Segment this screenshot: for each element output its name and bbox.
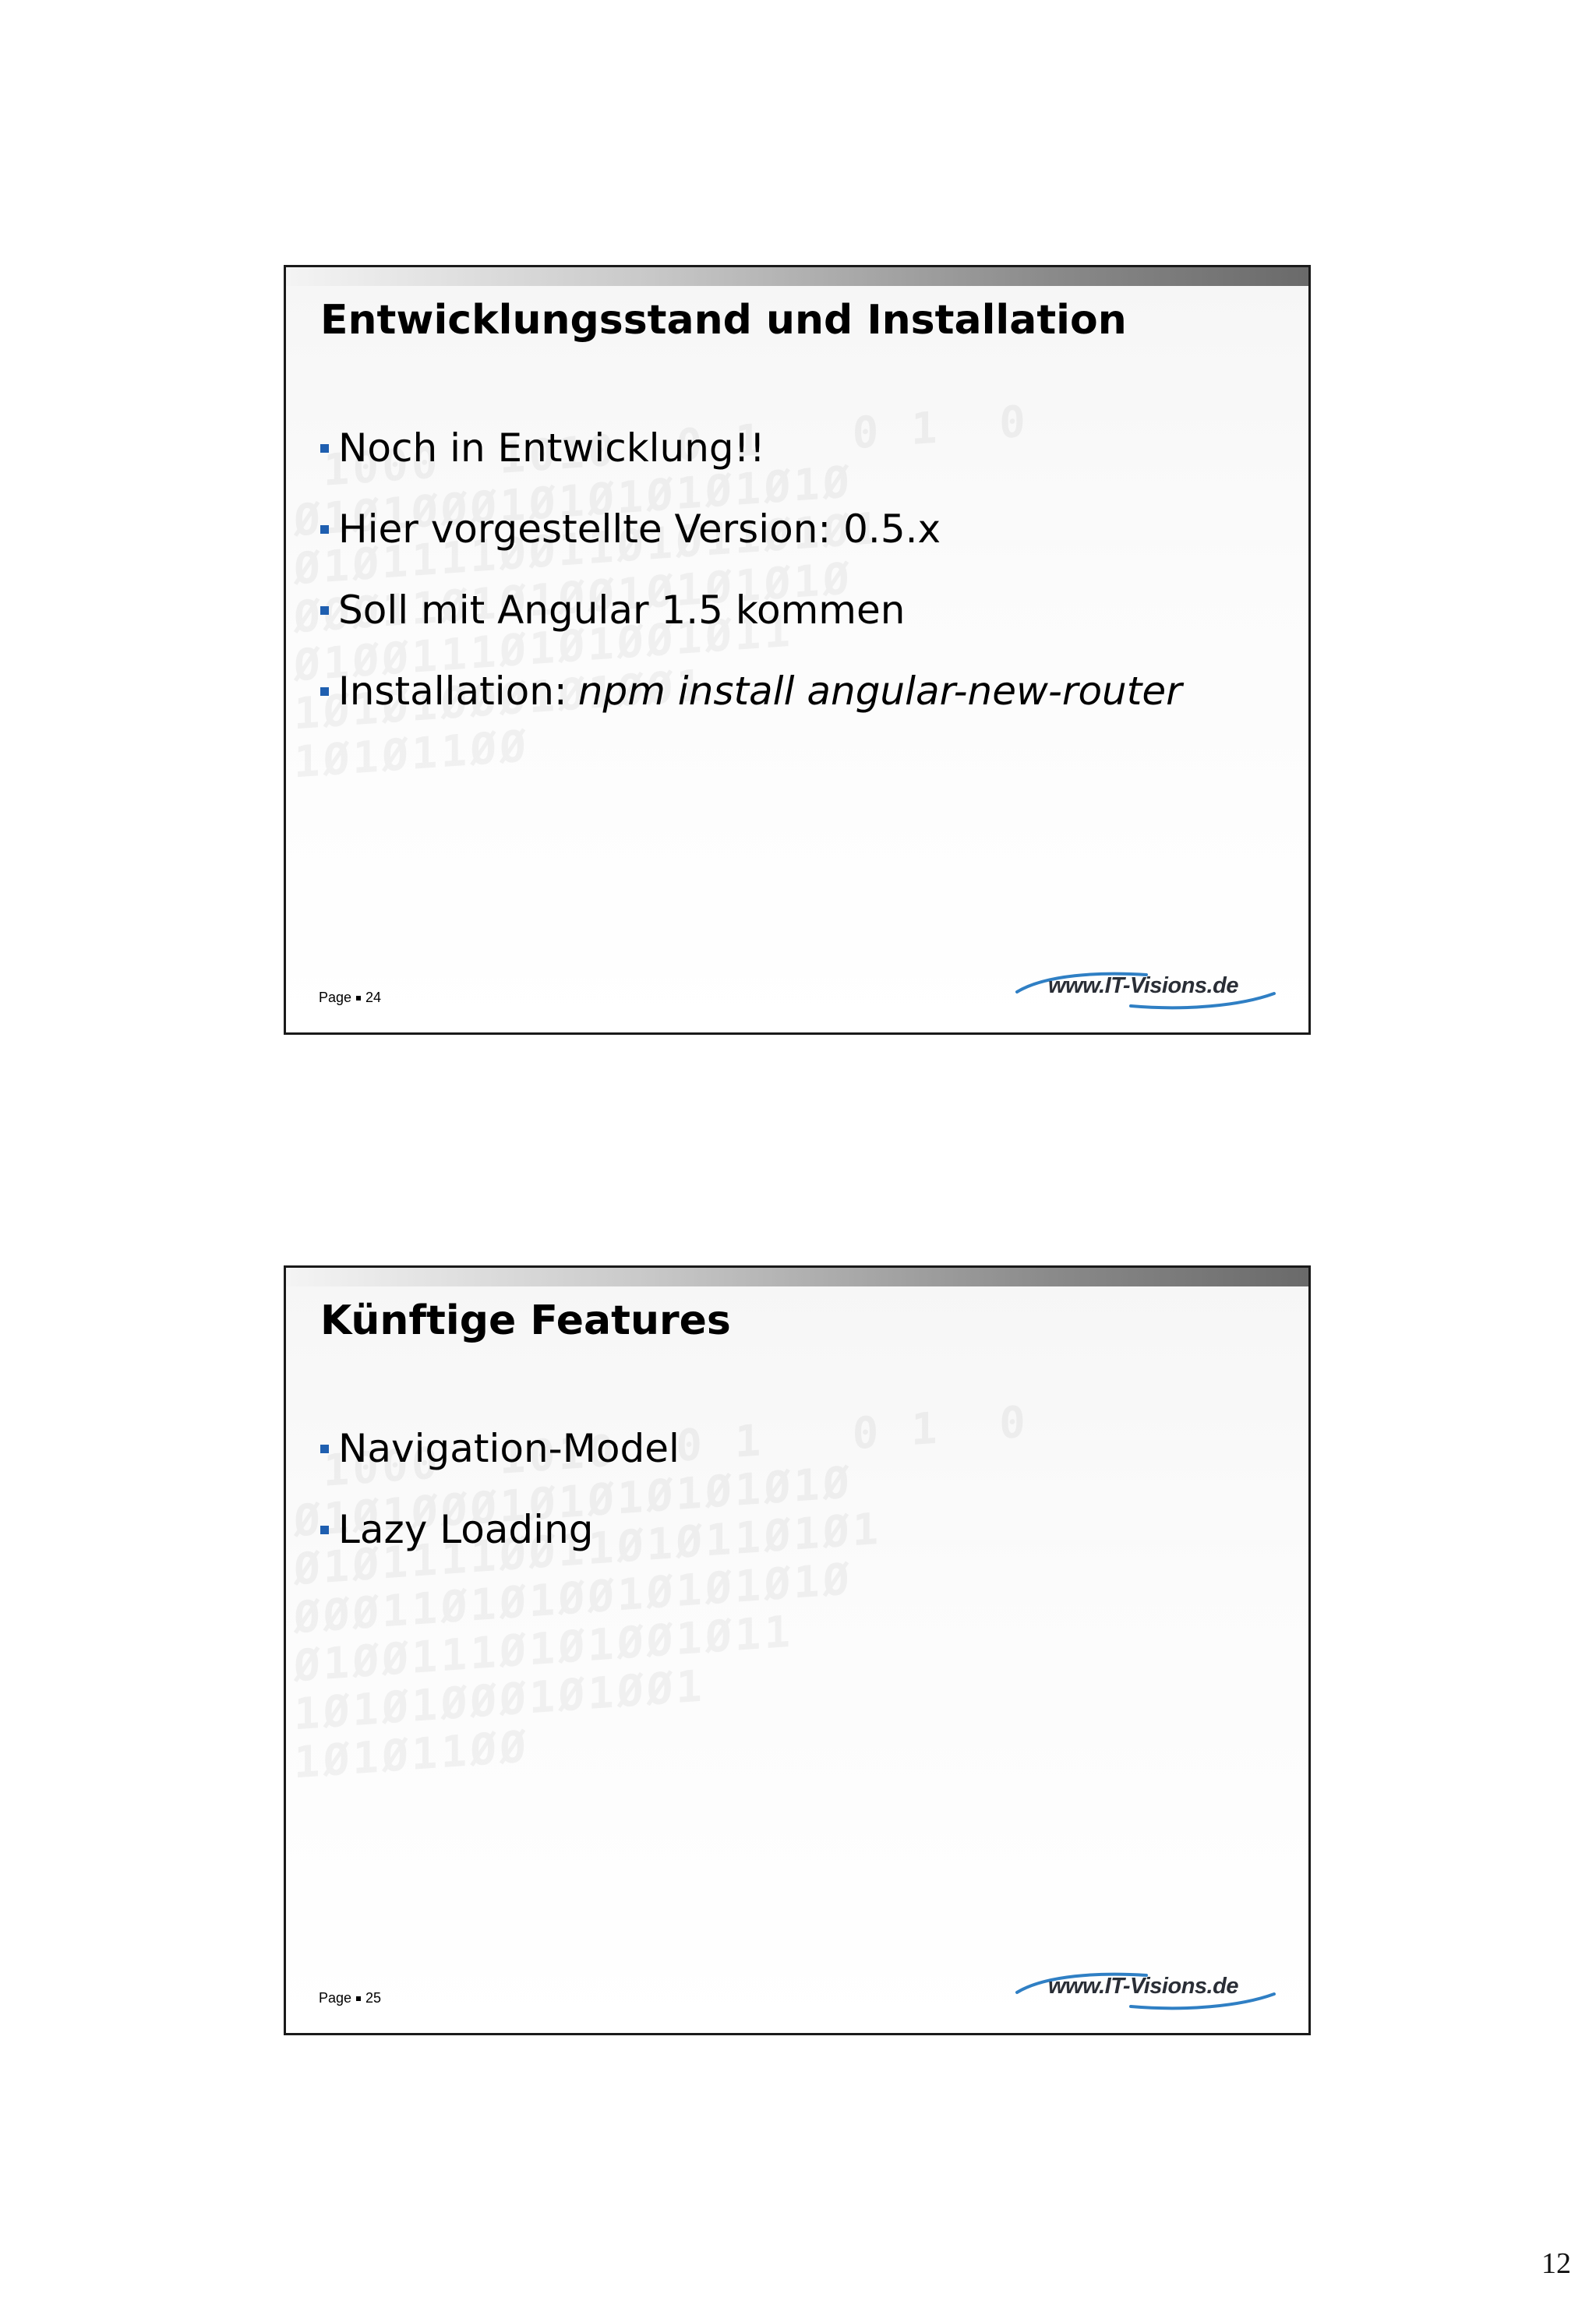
slide-title: Entwicklungsstand und Installation bbox=[320, 297, 1127, 344]
it-visions-logo bbox=[1014, 970, 1279, 1011]
install-command: npm install angular-new-router bbox=[577, 669, 1182, 714]
square-bullet-icon bbox=[320, 1526, 329, 1534]
bullet-item bbox=[320, 570, 1182, 651]
page-number: 24 bbox=[365, 990, 382, 1005]
bullet-text: Lazy Loading bbox=[338, 1507, 594, 1552]
page-number: 25 bbox=[365, 1990, 382, 2006]
bullet-item bbox=[320, 489, 1182, 570]
bullet-list bbox=[320, 1408, 680, 1570]
bullet-item bbox=[320, 1489, 680, 1570]
square-separator-icon bbox=[356, 996, 361, 1001]
bullet-item bbox=[320, 1408, 680, 1489]
slide-title: Künftige Features bbox=[320, 1297, 731, 1344]
bullet-text: Soll mit Angular 1.5 kommen bbox=[338, 588, 906, 633]
page-number-footer bbox=[319, 1990, 381, 2006]
bullet-text: Installation: bbox=[338, 669, 567, 714]
bullet-text: Hier vorgestellte Version: 0.5.x bbox=[338, 506, 941, 552]
square-bullet-icon bbox=[320, 1445, 329, 1453]
square-bullet-icon bbox=[320, 444, 329, 453]
bullet-item bbox=[320, 408, 1182, 489]
bullet-text: Navigation-Model bbox=[338, 1426, 680, 1471]
page-label: Page bbox=[319, 990, 352, 1005]
page-number-footer bbox=[319, 990, 381, 1006]
square-separator-icon bbox=[356, 1996, 361, 2001]
it-visions-logo bbox=[1014, 1971, 1279, 2011]
logo-text: www.IT-Visions.de bbox=[1048, 973, 1238, 998]
slide-header-bar bbox=[286, 1268, 1308, 1286]
logo-text: www.IT-Visions.de bbox=[1048, 1974, 1238, 1999]
bullet-list bbox=[320, 408, 1182, 732]
sheet-page-number: 12 bbox=[1541, 2247, 1571, 2280]
slide-25 bbox=[284, 1265, 1311, 2035]
slide-24 bbox=[284, 265, 1311, 1035]
square-bullet-icon bbox=[320, 525, 329, 534]
slide-header-bar bbox=[286, 267, 1308, 286]
bullet-text: Noch in Entwicklung!! bbox=[338, 425, 765, 471]
page-label: Page bbox=[319, 1990, 352, 2006]
square-bullet-icon bbox=[320, 687, 329, 696]
square-bullet-icon bbox=[320, 606, 329, 615]
bullet-item bbox=[320, 651, 1182, 732]
